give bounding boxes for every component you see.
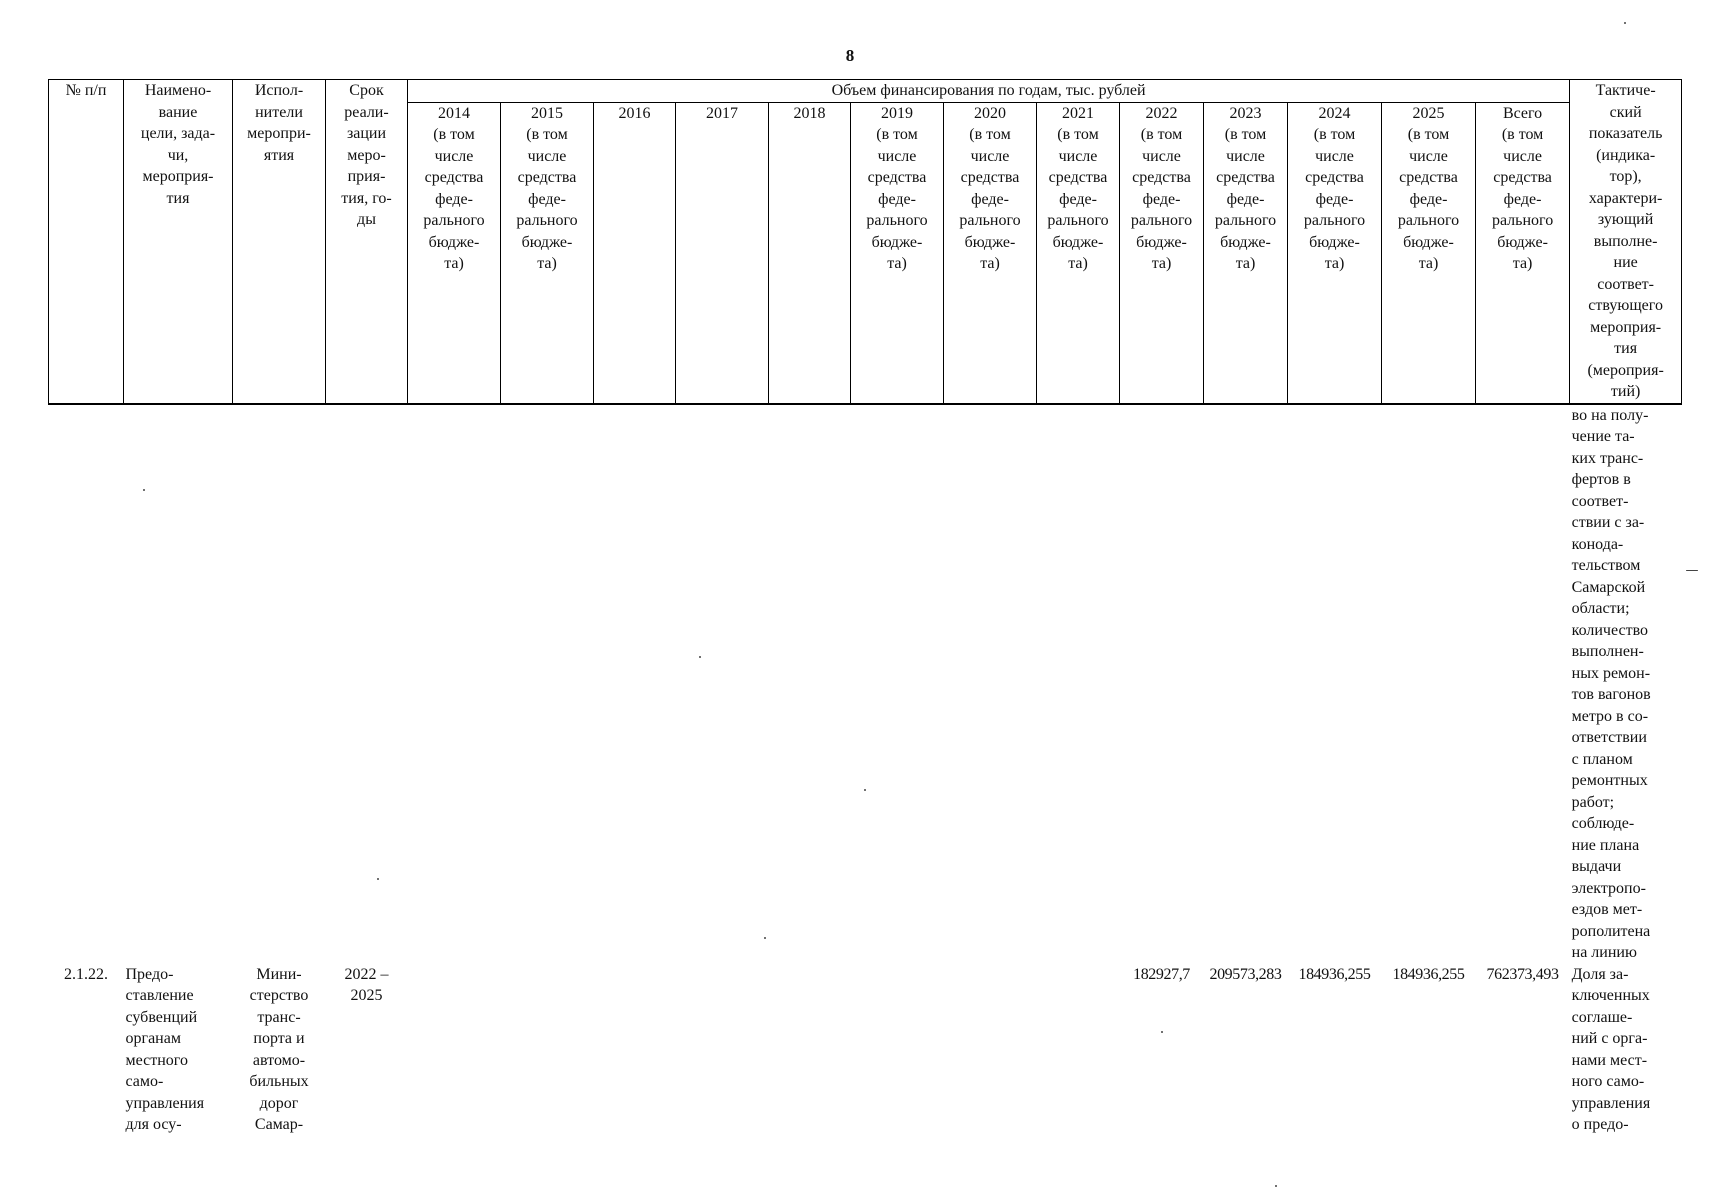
cell-2016 <box>594 964 676 1136</box>
table-row <box>49 964 1682 1136</box>
header-num: № п/п <box>49 80 124 404</box>
row-name: Предо- ставление субвенций органам местного само- управления для осу- <box>125 965 205 1133</box>
scan-speck <box>864 789 866 791</box>
header-year-2018: 2018 <box>769 102 851 403</box>
continuation-empty <box>49 404 1570 964</box>
header-year-2022: 2022 (в том числе средства феде- рального бюдже- та) <box>1120 102 1204 403</box>
header-year-2024: 2024 (в том числе средства феде- рального бюдже- та) <box>1288 102 1382 403</box>
header-funding-title: Объем финансирования по годам, тыс. рублей <box>408 80 1570 103</box>
row-number: 2.1.22. <box>64 965 108 983</box>
header-year-2016: 2016 <box>594 102 676 403</box>
header-year-2019: 2019 (в том числе средства феде- рального бюдже- та) <box>851 102 944 403</box>
page-number: 8 <box>845 46 855 65</box>
row-executor: Мини- стерство транс- порта и автомо- бильных дорог Самар- <box>249 965 309 1133</box>
scan-speck <box>1686 570 1698 571</box>
cell-2023: 209573,283 <box>1209 965 1282 983</box>
header-indicator: Тактиче- ский показатель (индика- тор), характери- зующий выполне- ние соответ- ствующего мероприя- тия (мероприя- тий) <box>1570 80 1682 404</box>
header-year-2017: 2017 <box>676 102 769 403</box>
cell-2018 <box>769 964 851 1136</box>
header-executors: Испол- нители меропри- ятия <box>233 80 326 404</box>
header-term: Срок реали- зации меро- прия- тия, го- ды <box>326 80 408 404</box>
cell-2017 <box>676 964 769 1136</box>
scan-speck <box>143 489 145 491</box>
continuation-row <box>49 404 1682 964</box>
cell-2020 <box>944 964 1037 1136</box>
scan-speck <box>1161 1031 1163 1033</box>
row-indicator: Доля за- ключенных соглаше- ний с орга- нами мест- ного само- управления о предо- <box>1571 965 1651 1133</box>
cell-2024: 184936,255 <box>1298 965 1371 983</box>
scan-speck <box>377 878 379 880</box>
cell-2025: 184936,255 <box>1392 965 1465 983</box>
header-name: Наимено- вание цели, зада- чи, мероприя- тия <box>124 80 233 404</box>
continuation-indicator: во на полу- чение та- ких транс- фертов в соответ- ствии с за- конода- тельством Самарской области; количество выполнен- ных ремон- тов вагонов метро в со- ответствии с планом ремонтных работ; соблюде- ние плана выдачи электропо- ездов мет- рополитена на линию <box>1571 406 1651 961</box>
cell-2019 <box>851 964 944 1136</box>
cell-2014 <box>408 964 501 1136</box>
row-term: 2022 – 2025 <box>344 965 389 1004</box>
header-year-2020: 2020 (в том числе средства феде- рального бюдже- та) <box>944 102 1037 403</box>
header-year-2023: 2023 (в том числе средства феде- рального бюдже- та) <box>1204 102 1288 403</box>
scan-speck <box>764 937 766 939</box>
cell-2021 <box>1037 964 1120 1136</box>
cell-2022: 182927,7 <box>1133 965 1190 983</box>
scan-speck <box>1624 22 1626 24</box>
header-year-2015: 2015 (в том числе средства феде- рального бюдже- та) <box>501 102 594 403</box>
header-year-2014: 2014 (в том числе средства феде- рального бюдже- та) <box>408 102 501 403</box>
cell-total: 762373,493 <box>1486 965 1559 983</box>
header-total: Всего (в том числе средства феде- рального бюдже- та) <box>1476 102 1570 403</box>
header-year-2021: 2021 (в том числе средства феде- рального бюдже- та) <box>1037 102 1120 403</box>
cell-2015 <box>501 964 594 1136</box>
financing-table <box>48 79 1682 1136</box>
scan-speck <box>699 656 701 658</box>
scan-speck <box>1275 1185 1277 1187</box>
header-year-2025: 2025 (в том числе средства феде- рального бюдже- та) <box>1382 102 1476 403</box>
